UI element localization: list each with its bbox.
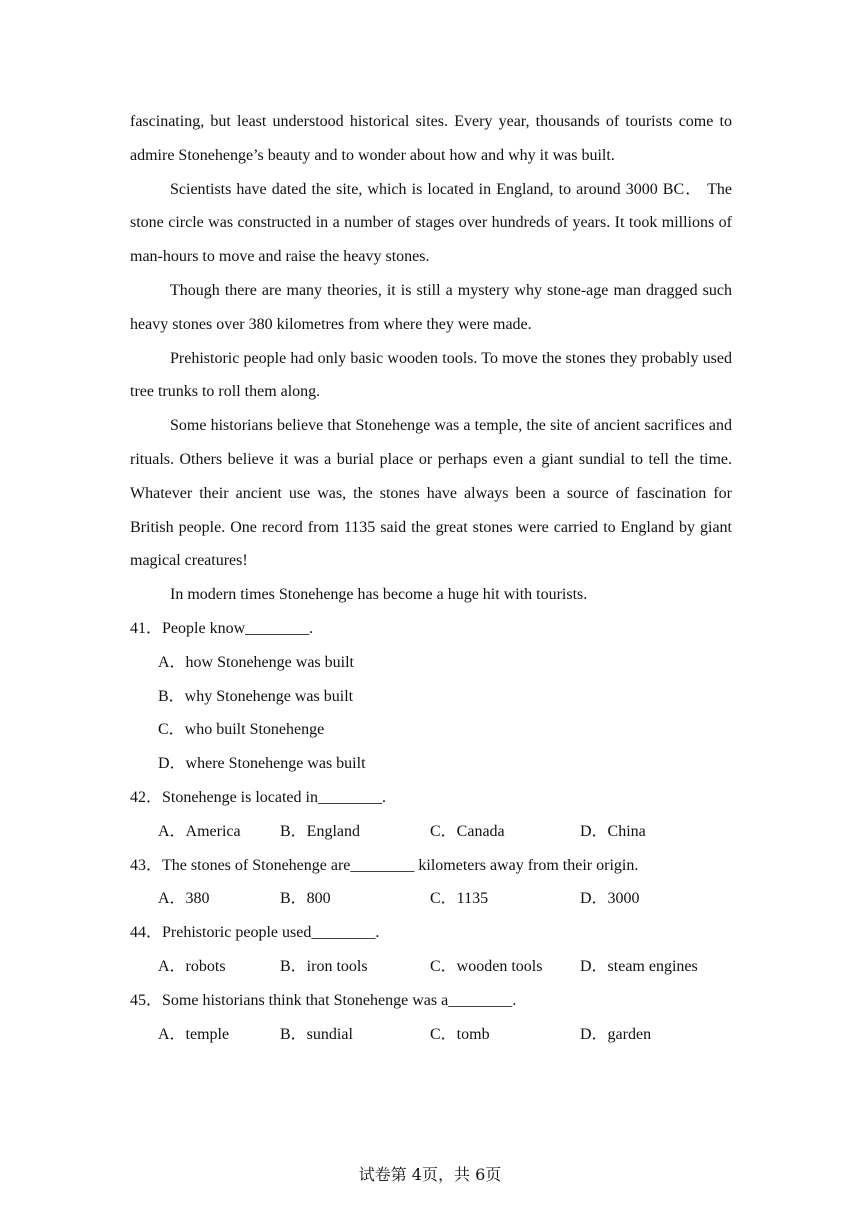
passage-paragraph: In modern times Stonehenge has become a huge hit with tourists.	[170, 586, 588, 604]
question-43-option-a[interactable]: A．380	[158, 890, 210, 908]
question-44-stem	[130, 916, 750, 950]
question-number: 42．	[130, 788, 163, 806]
passage-paragraph: Scientists have dated the site, which is located in England, to around 3000 BC． The stone circle was constructed in a number of stages over hundreds of years. It took millions of man-hours to move and raise the heavy stones.	[130, 180, 732, 266]
question-42-option-b[interactable]: B．England	[280, 822, 360, 840]
passage-paragraph: Prehistoric people had only basic wooden tools. To move the stones they probably used tree trunks to roll them along.	[130, 349, 732, 401]
question-45-option-b[interactable]: B．sundial	[280, 1025, 353, 1043]
question-number: 43．	[130, 856, 163, 874]
question-42-stem	[130, 781, 750, 815]
question-43-option-d[interactable]: D．3000	[580, 890, 640, 908]
question-text: The stones of Stonehenge are________ kilometers away from their origin.	[162, 856, 639, 874]
question-43-options	[130, 882, 750, 916]
question-41-stem	[130, 612, 750, 646]
question-45-option-a[interactable]: A．temple	[158, 1025, 230, 1043]
question-number: 45．	[130, 991, 163, 1009]
question-43-stem	[130, 849, 750, 883]
question-44-option-b[interactable]: B．iron tools	[280, 957, 368, 975]
question-number: 44．	[130, 924, 163, 942]
question-42-option-c[interactable]: C．Canada	[430, 822, 505, 840]
question-41-option-d[interactable]: D．where Stonehenge was built	[158, 755, 366, 773]
question-41-option-b[interactable]: B．why Stonehenge was built	[158, 687, 354, 705]
question-list	[130, 612, 750, 1051]
question-text: People know________.	[162, 620, 314, 637]
question-45-options	[130, 1018, 750, 1052]
passage-paragraph: fascinating, but least understood historical sites. Every year, thousands of tourists come to admire Stonehenge’s beauty and to wonder about how and why it was built.	[130, 113, 732, 164]
question-45-stem	[130, 984, 750, 1018]
question-44-option-a[interactable]: A．robots	[158, 957, 226, 975]
reading-passage	[130, 105, 732, 612]
question-44-option-d[interactable]: D．steam engines	[580, 957, 698, 975]
question-44-option-c[interactable]: C．wooden tools	[430, 957, 543, 975]
question-42-options	[130, 815, 750, 849]
passage-paragraph: Some historians believe that Stonehenge was a temple, the site of ancient sacrifices and rituals. Others believe it was a burial place or perhaps even a giant sundial to tell the time. Whatever their ancient use was, the stones have always been a source of fascination for British people. One record from 1135 said the great stones were carried to England by giant magical creatures!	[130, 417, 732, 570]
question-43-option-c[interactable]: C．1135	[430, 890, 489, 908]
question-45-option-c[interactable]: C．tomb	[430, 1025, 490, 1043]
question-44-options	[130, 950, 750, 984]
question-text: Stonehenge is located in________.	[162, 788, 386, 806]
question-text: Prehistoric people used________.	[162, 924, 380, 942]
page-footer: 试卷第 4页，共 6页	[358, 1165, 502, 1184]
question-43-option-b[interactable]: B．800	[280, 890, 331, 908]
question-42-option-a[interactable]: A．America	[158, 822, 241, 840]
passage-paragraph: Though there are many theories, it is still a mystery why stone-age man dragged such heavy stones over 380 kilometres from where they were made.	[130, 281, 732, 333]
question-41-option-c[interactable]: C．who built Stonehenge	[158, 721, 325, 739]
question-41-option-a[interactable]: A．how Stonehenge was built	[158, 653, 354, 671]
question-42-option-d[interactable]: D．China	[580, 822, 646, 840]
question-text: Some historians think that Stonehenge was a________.	[162, 991, 517, 1009]
question-number: 41．	[130, 620, 163, 637]
question-45-option-d[interactable]: D．garden	[580, 1025, 652, 1043]
